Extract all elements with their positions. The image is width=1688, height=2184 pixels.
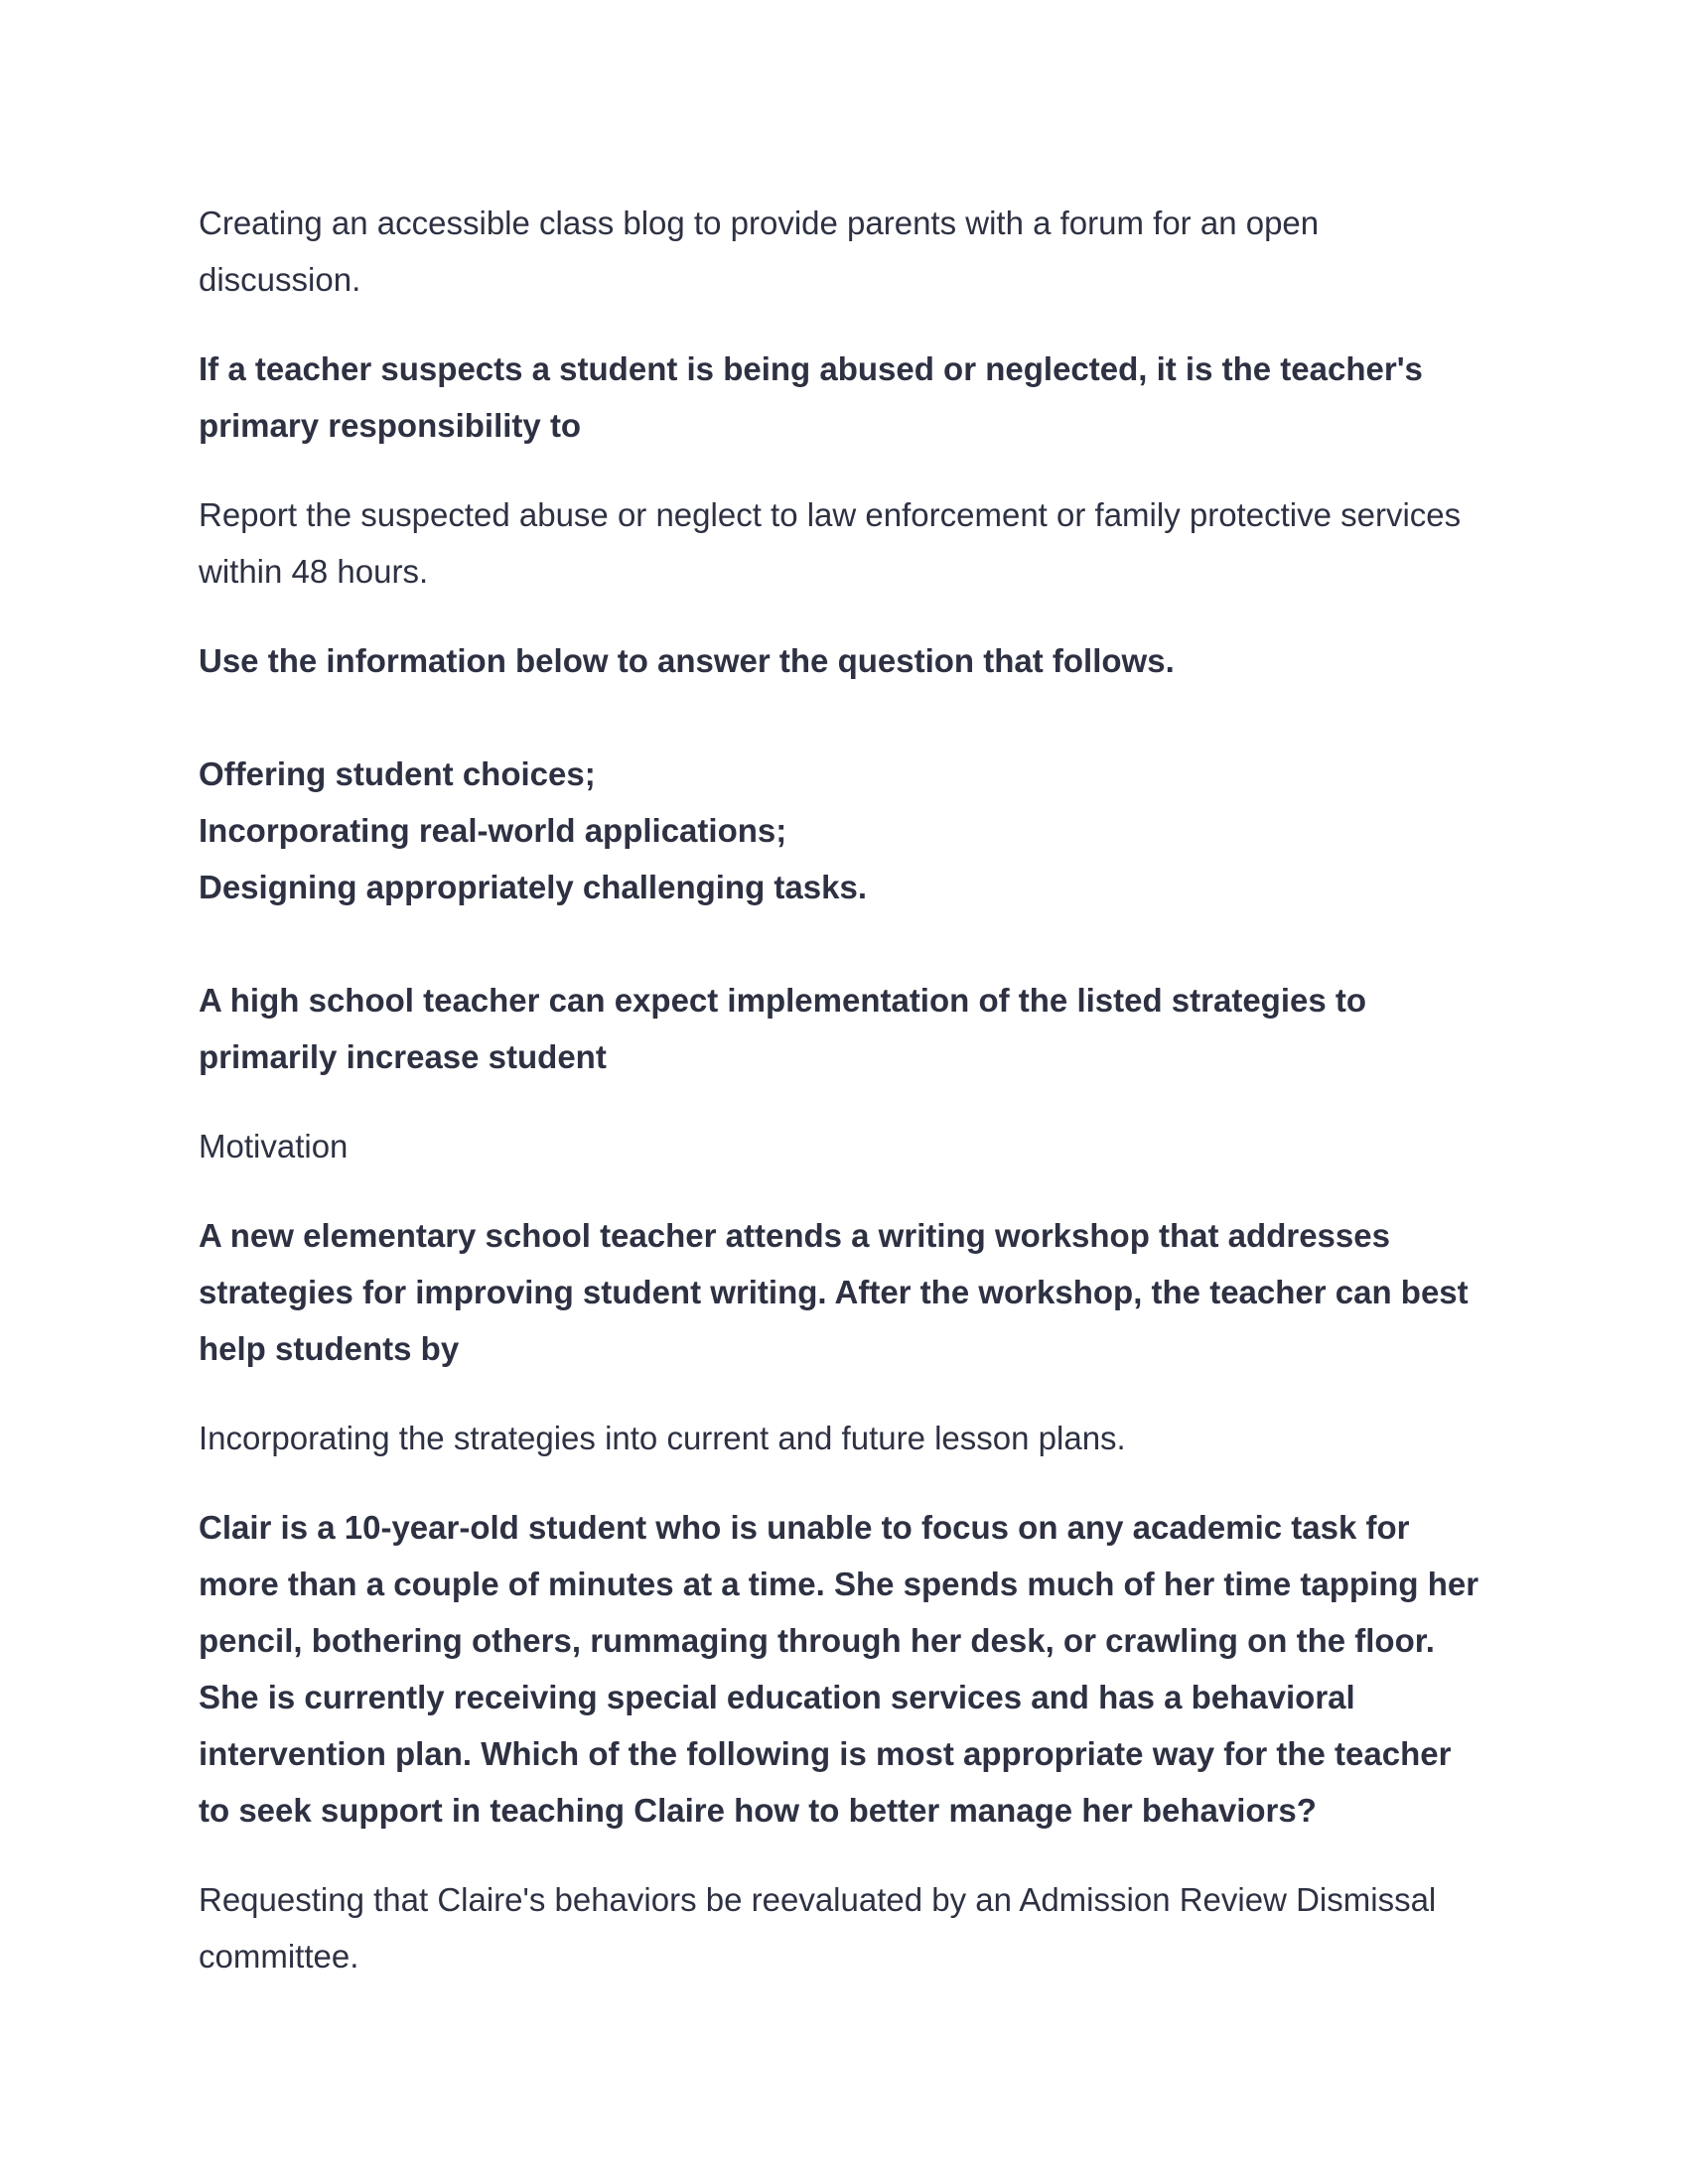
strategy-list-item: Incorporating real-world applications; <box>199 812 787 849</box>
answer-text: Creating an accessible class blog to provide parents with a forum for an open discussion. <box>199 205 1320 298</box>
question-text: Clair is a 10-year-old student who is unable to focus on any academic task for more than a couple of minutes at a time. She spends much of her time tapping her pencil, bothering others, rummaging through her desk, or crawling on the floor. She is currently receiving special education services and has a behavioral intervention plan. Which of the following is most appropriate way for the teacher to seek support in teaching Claire how to better manage her behaviors? <box>199 1509 1479 1829</box>
question-text: A high school teacher can expect implementation of the listed strategies to primarily increase student <box>199 982 1367 1075</box>
question-text: If a teacher suspects a student is being abused or neglected, it is the teacher's primary responsibility to <box>199 350 1423 444</box>
document-page <box>199 195 1489 2017</box>
spacer <box>199 689 1489 746</box>
answer-text: Incorporating the strategies into current and future lesson plans. <box>199 1420 1126 1456</box>
question-intro: Use the information below to answer the question that follows. <box>199 642 1175 679</box>
spacer <box>199 915 1489 972</box>
strategy-list-item: Designing appropriately challenging tasks. <box>199 869 867 905</box>
answer-text: Report the suspected abuse or neglect to law enforcement or family protective services within 48 hours. <box>199 496 1462 590</box>
strategy-list-item: Offering student choices; <box>199 755 596 792</box>
answer-text: Motivation <box>199 1128 349 1164</box>
question-block <box>199 632 1489 1085</box>
question-text: A new elementary school teacher attends a writing workshop that addresses strategies for improving student writing. After the workshop, the teacher can best help students by <box>199 1217 1469 1367</box>
answer-text: Requesting that Claire's behaviors be reevaluated by an Admission Review Dismissal committee. <box>199 1881 1437 1975</box>
